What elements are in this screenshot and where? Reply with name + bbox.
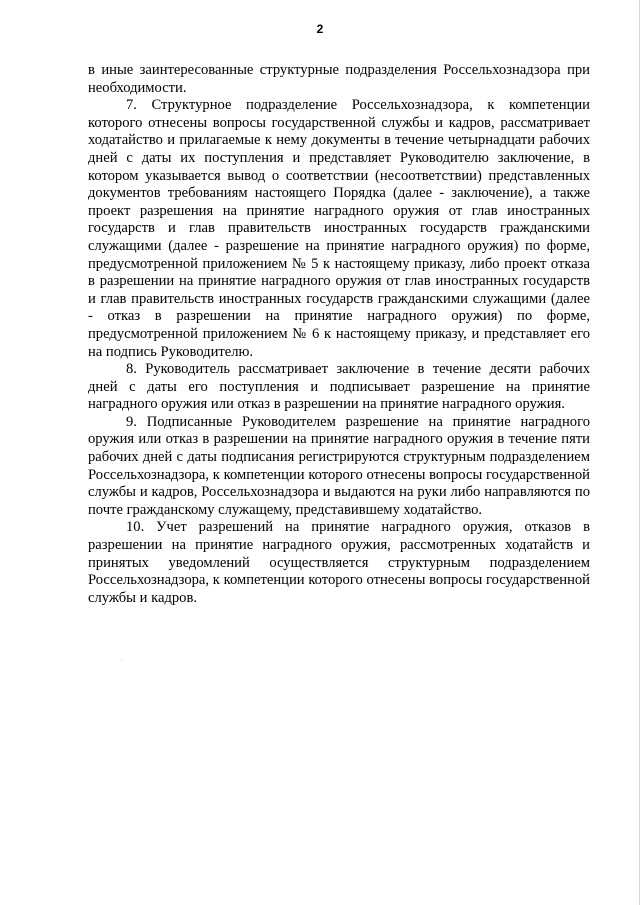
paragraph-9: 9. Подписанные Руководителем разрешение на принятие наградного оружия или отказ в разрешении на принятие наградного оружия в течение пяти рабочих дней с даты подписания регистрируются структурным подразделением Россельхознадзора, к компетенции которого отнесены вопросы государственной службы и кадров, Россельхознадзора и выдаются на руки либо направляются по почте гражданскому служащему, представившему ходатайство. — [88, 413, 590, 518]
document-body — [88, 62, 590, 607]
paragraph-10: 10. Учет разрешений на принятие наградного оружия, отказов в разрешении на принятие наградного оружия, рассмотренных ходатайств и принятых уведомлений осуществляется структурным подразделением Россельхознадзора, к компетенции которого отнесены вопросы государственной службы и кадров. — [88, 519, 590, 606]
paragraph-8: 8. Руководитель рассматривает заключение в течение десяти рабочих дней с даты его поступления и подписывает разрешение на принятие наградного оружия или отказ в разрешении на принятие наградного оружия. — [88, 361, 590, 413]
paragraph-continuation: в иные заинтересованные структурные подразделения Россельхознадзора при необходимости. — [88, 62, 590, 96]
scan-speck — [121, 660, 122, 661]
page-number: 2 — [316, 22, 324, 36]
paragraph-7: 7. Структурное подразделение Россельхознадзора, к компетенции которого отнесены вопросы государственной службы и кадров, рассматривает ходатайство и прилагаемые к нему документы в течение четырнадцати рабочих дней с даты их поступления и представляет Руководителю заключение, в котором указывается вывод о соответствии (несоответствии) представленных документов требованиям настоящего Порядка (далее - заключение), а также проект разрешения на принятие наградного оружия от глав иностранных государств и глав правительств иностранных государств гражданскими служащими (далее - разрешение на принятие наградного оружия) по форме, предусмотренной приложением № 5 к настоящему приказу, либо проект отказа в разрешении на принятие наградного оружия от глав иностранных государств и глав правительств иностранных государств гражданскими служащими (далее - отказ в разрешении на принятие наградного оружия) по форме, предусмотренной приложением № 6 к настоящему приказу, и представляет его на подпись Руководителю. — [88, 97, 590, 360]
